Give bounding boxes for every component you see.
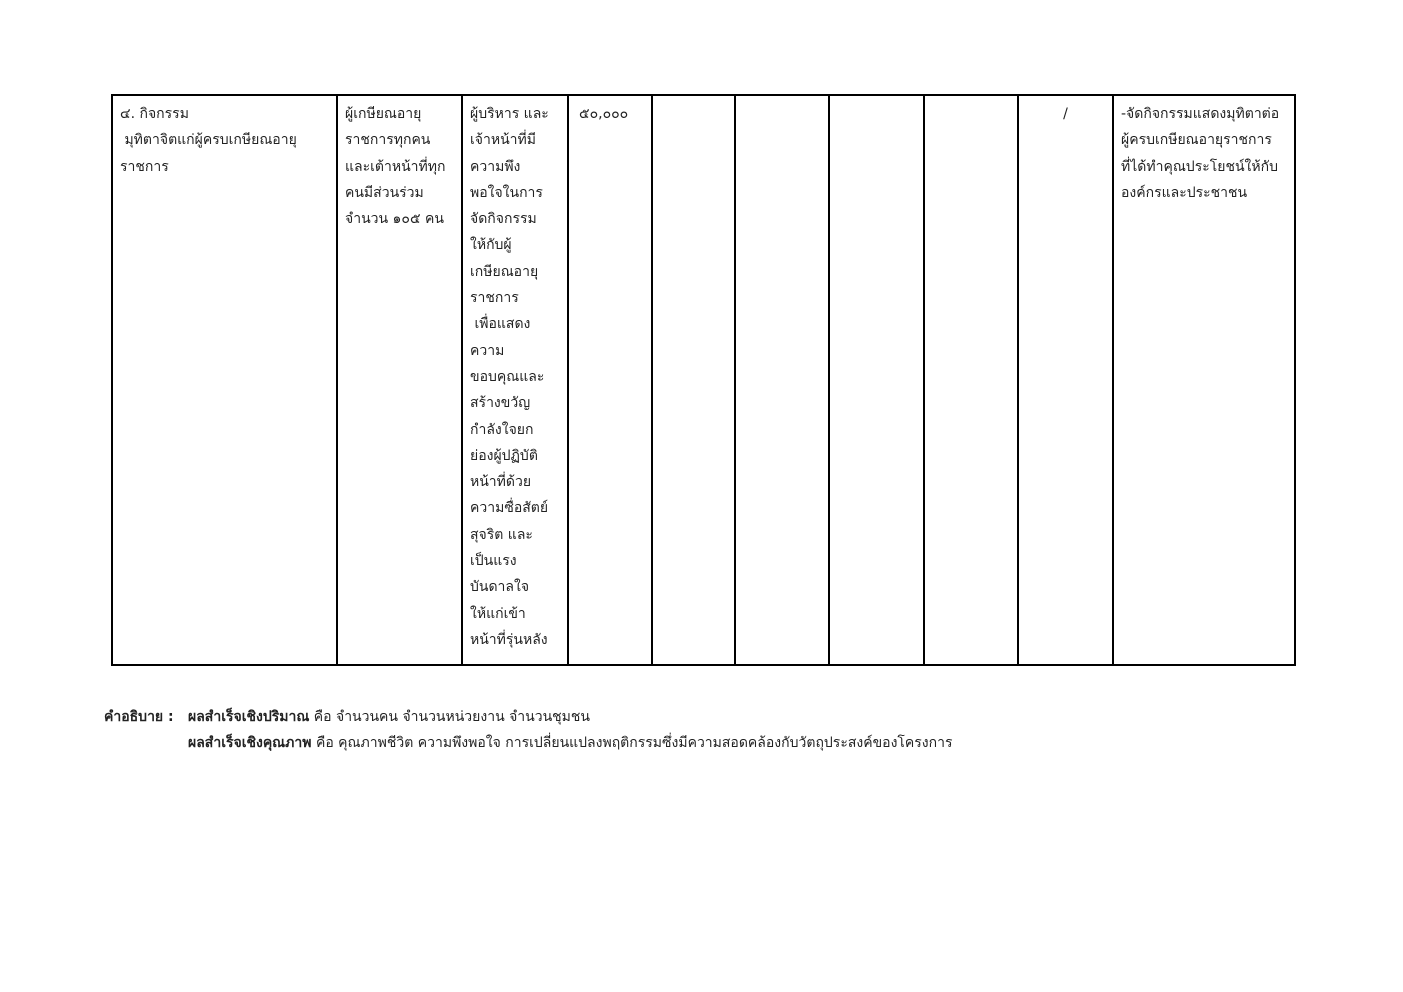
quality-line: เพื่อแสดง [470, 316, 531, 333]
quality-line: ขอบคุณและ [470, 368, 545, 385]
explanation-quantity [104, 704, 953, 730]
target-line: ผู้เกษียณอายุ [345, 106, 422, 122]
explanation-quality [104, 730, 953, 756]
quality-line: ความซื่อสัตย์ [470, 500, 549, 517]
target-line: จำนวน ๑๐๕ คน [345, 211, 444, 228]
empty-cell [924, 95, 1018, 665]
quality-line: เจ้าหน้าที่มี [470, 132, 536, 149]
quality-line: เกษียณอายุ [470, 263, 539, 280]
quality-line: หน้าที่รุ่นหลัง [470, 631, 548, 648]
target-line: และเต้าหน้าที่ทุก [345, 158, 446, 175]
quality-text: คือ คุณภาพชีวิต ความพึงพอใจ การเปลี่ยนแปลงพฤติกรรมซึ่งมีความสอดคล้องกับวัตถุประสงค์ของโครงการ [311, 735, 953, 751]
target-cell [337, 95, 462, 665]
quality-line: หน้าที่ด้วย [470, 474, 532, 491]
quality-line: ราชการ [470, 290, 519, 307]
target-line: ราชการทุกคน [345, 132, 431, 149]
quality-line: ความพึง [470, 158, 521, 175]
budget-cell [568, 95, 652, 665]
quality-line: พอใจในการ [470, 184, 543, 201]
table-row [112, 95, 1295, 665]
quantity-text: คือ จำนวนคน จำนวนหน่วยงาน จำนวนชุมชน [309, 709, 590, 725]
target-line: คนมีส่วนร่วม [345, 184, 424, 201]
project-plan-table [111, 94, 1296, 666]
quantity-term: ผลสำเร็จเชิงปริมาณ [188, 709, 310, 725]
quality-line: สุจริต และ [470, 526, 533, 543]
quality-line: จัดกิจกรรม [470, 211, 537, 228]
result-line: -จัดกิจกรรมแสดงมุทิตาต่อ [1121, 106, 1280, 122]
explanation-note [104, 704, 953, 756]
explanation-label: คำอธิบาย : [104, 709, 174, 725]
quality-line: สร้างขวัญ [470, 395, 531, 412]
quality-line: ผู้บริหาร และ [470, 106, 549, 122]
activity-cell [112, 95, 337, 665]
activity-line: มุทิตาจิตแก่ผู้ครบเกษียณอายุ [120, 132, 297, 149]
result-line: องค์กรและประชาชน [1121, 184, 1248, 201]
quality-cell [462, 95, 568, 665]
result-line: ที่ได้ทำคุณประโยชน์ให้กับ [1121, 158, 1278, 175]
quality-line: ย่องผู้ปฏิบัติ [470, 447, 538, 464]
quality-line: ความ [470, 342, 505, 359]
quality-line: เป็นแรง [470, 553, 517, 570]
quality-line: กำลังใจยก [470, 421, 534, 438]
empty-cell [735, 95, 829, 665]
quality-line: ให้แก่เข้า [470, 605, 526, 622]
activity-line: ๔. กิจกรรม [120, 106, 189, 122]
mark-cell [1018, 95, 1113, 665]
quality-line: ให้กับผู้ [470, 237, 512, 254]
result-cell [1113, 95, 1295, 665]
activity-line: ราชการ [120, 158, 169, 175]
result-line: ผู้ครบเกษียณอายุราชการ [1121, 132, 1272, 149]
quality-term: ผลสำเร็จเชิงคุณภาพ [188, 735, 312, 751]
check-mark: / [1063, 106, 1068, 122]
empty-cell [652, 95, 735, 665]
budget-value: ๕๐,๐๐๐ [579, 106, 629, 122]
quality-line: บันดาลใจ [470, 579, 530, 596]
empty-cell [829, 95, 924, 665]
